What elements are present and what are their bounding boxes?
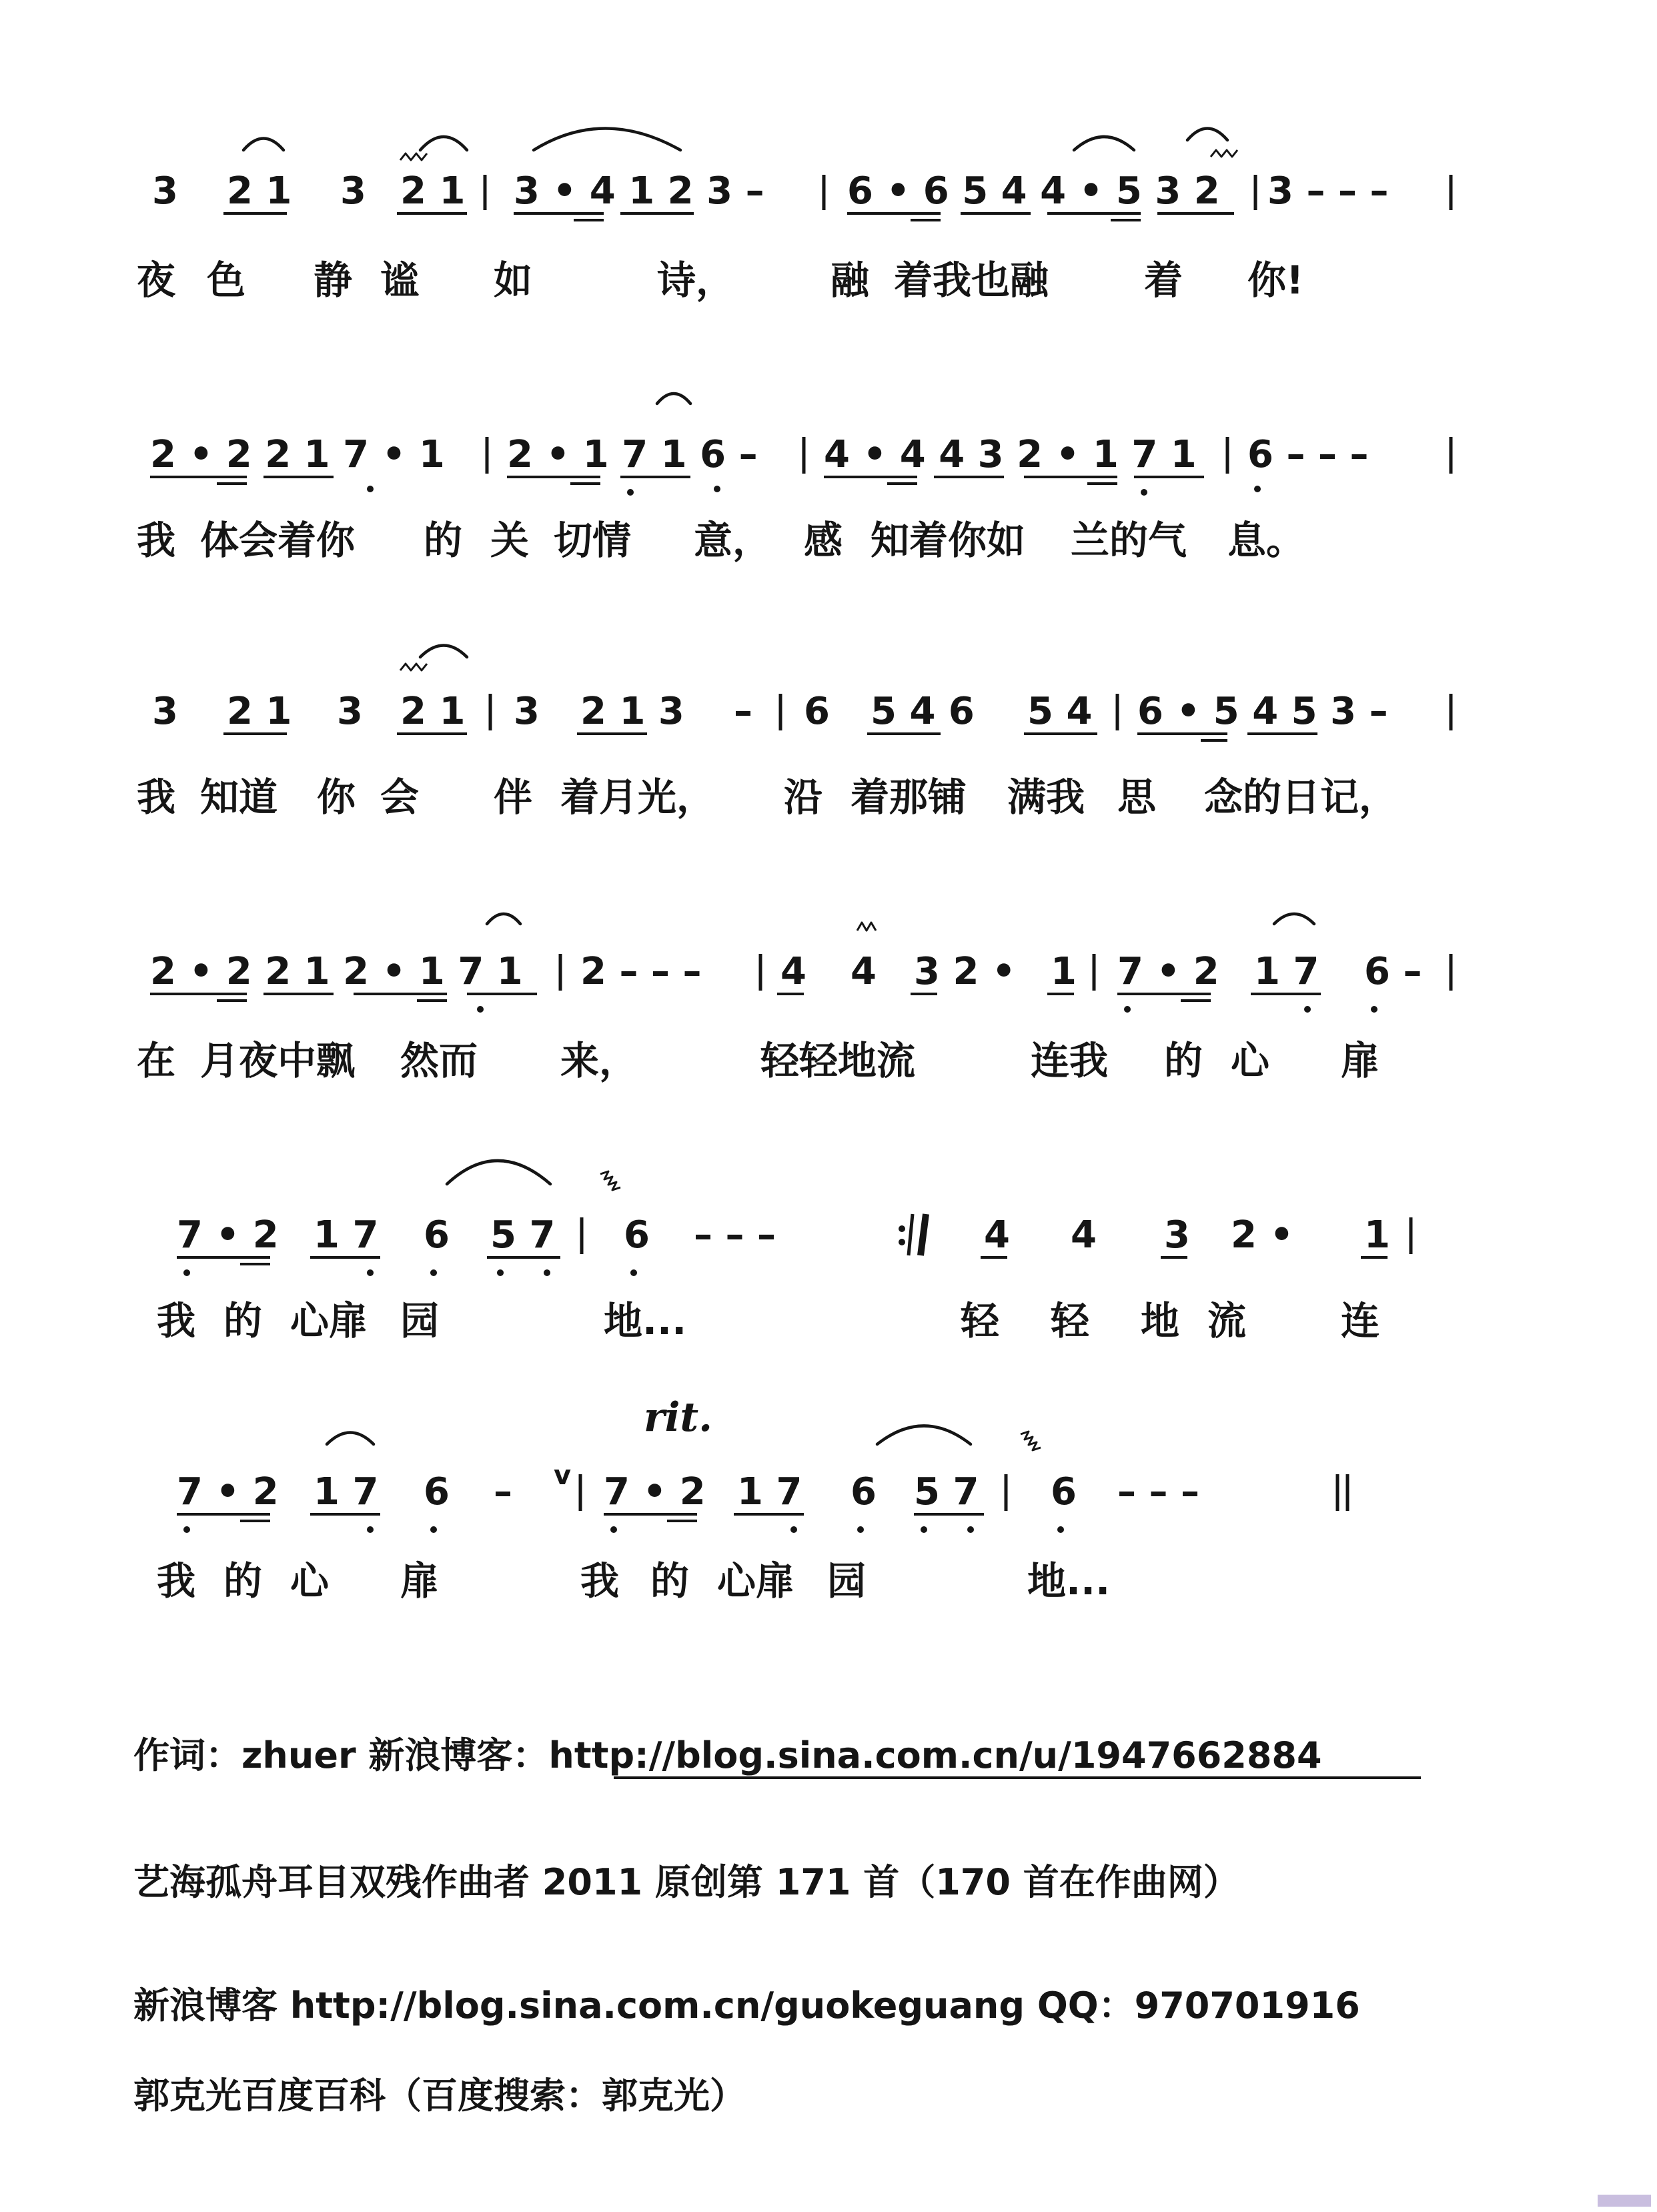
lyric: 心 bbox=[290, 1558, 330, 1604]
breath-mark-icon bbox=[600, 1171, 620, 1190]
slur bbox=[327, 1433, 374, 1445]
slurs bbox=[243, 129, 1227, 151]
lyric: 满我 bbox=[1007, 774, 1085, 820]
notation-line-1 bbox=[152, 169, 1388, 213]
lyric: 融 bbox=[831, 257, 870, 303]
lyric: 我 bbox=[157, 1558, 196, 1604]
note-group: 6 • 6 5 4 4 • 5 3 2 bbox=[847, 169, 1220, 213]
baike-credit: 郭克光百度百科（百度搜索：郭克光） bbox=[133, 2075, 746, 2117]
underlines bbox=[150, 477, 1204, 484]
lyric: 着 bbox=[1144, 257, 1183, 303]
note-group: 6 bbox=[1051, 1470, 1077, 1514]
lyric: 心 bbox=[1231, 1038, 1270, 1083]
note-group: 1 7 bbox=[314, 1213, 379, 1257]
lyric: 的 bbox=[650, 1558, 690, 1604]
lyric: 连 bbox=[1341, 1298, 1380, 1343]
slur bbox=[447, 1161, 550, 1184]
lyric: 心扉 bbox=[717, 1558, 795, 1604]
system-3 bbox=[137, 646, 1451, 820]
lyric: 谧 bbox=[380, 257, 420, 303]
mordent-icon bbox=[1211, 150, 1237, 157]
lyric: 我 bbox=[157, 1298, 196, 1343]
note-group: 2 1 bbox=[400, 169, 466, 213]
notation-line-4 bbox=[150, 950, 1422, 993]
lyrics-line-4 bbox=[137, 1038, 1379, 1083]
lyrics-line-6 bbox=[157, 1558, 1110, 1604]
lyric: 地... bbox=[1027, 1558, 1111, 1604]
lyric: 我 bbox=[137, 518, 176, 563]
lyric: 地 bbox=[1141, 1298, 1180, 1343]
lyric: 着月光， bbox=[560, 774, 716, 820]
note-group: 7 • 2 bbox=[177, 1213, 279, 1257]
mordent-icon bbox=[857, 923, 876, 931]
lyric: 轻轻地流 bbox=[760, 1038, 916, 1083]
note-group: 4 bbox=[1071, 1213, 1097, 1257]
lyric: 在 bbox=[137, 1038, 176, 1083]
notation-line-3 bbox=[152, 690, 1388, 733]
note-group: 6 • 5 4 5 3 – bbox=[1137, 690, 1388, 733]
octave-dots bbox=[183, 1269, 637, 1276]
lyric: 诗， bbox=[657, 257, 735, 303]
note-group: 3 bbox=[1164, 1213, 1190, 1257]
system-2 bbox=[137, 394, 1451, 563]
underlines bbox=[177, 1514, 984, 1521]
lyric: 来， bbox=[560, 1038, 638, 1083]
note-group: 4 bbox=[984, 1213, 1010, 1257]
slur bbox=[877, 1426, 971, 1445]
lyric: 轻 bbox=[961, 1298, 1000, 1343]
note-group: 4 bbox=[780, 950, 806, 993]
mordent-icon bbox=[400, 153, 427, 160]
note-group: 2 • 2 2 1 2 • 1 7 1 bbox=[150, 950, 523, 993]
lyric: 你 bbox=[317, 774, 356, 820]
system-4 bbox=[137, 914, 1451, 1083]
corner-stamp bbox=[1598, 2195, 1651, 2207]
notation-line-5 bbox=[177, 1213, 1390, 1257]
credits bbox=[133, 1734, 1421, 2117]
note-group: 3 bbox=[337, 690, 363, 733]
lyric: 兰的气 bbox=[1071, 518, 1187, 563]
note-group: 2 1 bbox=[227, 690, 292, 733]
note-group: – bbox=[494, 1470, 512, 1514]
lyric: 连我 bbox=[1031, 1038, 1109, 1083]
note-group: 6 bbox=[424, 1470, 450, 1514]
note-group: 2 – – – bbox=[580, 950, 702, 993]
mordent-icon bbox=[400, 664, 427, 670]
lyric: 沿 bbox=[784, 774, 823, 820]
note-group: 6 – bbox=[1364, 950, 1422, 993]
composer-credit: 艺海孤舟耳目双残作曲者 2011 原创第 171 首（170 首在作曲网） bbox=[133, 1861, 1239, 1903]
lyric: 轻 bbox=[1051, 1298, 1090, 1343]
octave-dots bbox=[183, 1526, 1064, 1533]
underlines bbox=[223, 213, 1234, 220]
lyricist-credit: 作词：zhuer 新浪博客：http://blog.sina.com.cn/u/1947662884 bbox=[133, 1734, 1322, 1776]
lyric: 心扉 bbox=[290, 1298, 368, 1343]
note-group: 2 • 2 2 1 7 • 1 bbox=[150, 433, 445, 476]
note-group: 6 bbox=[851, 1470, 877, 1514]
note-group: 4 bbox=[851, 950, 877, 993]
lyric: 你! bbox=[1247, 257, 1304, 303]
lyric: 然而 bbox=[400, 1038, 478, 1083]
repeat-sign-icon bbox=[899, 1214, 926, 1255]
notation-line-6 bbox=[177, 1470, 1199, 1514]
note-group: 7 • 2 bbox=[177, 1470, 279, 1514]
lyric: 静 bbox=[314, 257, 353, 303]
lyric: 思 bbox=[1117, 774, 1157, 820]
lyric: 的 bbox=[1164, 1038, 1203, 1083]
lyric: 夜 bbox=[137, 257, 176, 303]
note-group: 1 7 bbox=[737, 1470, 802, 1514]
lyric: 体会着你 bbox=[200, 518, 356, 563]
system-5 bbox=[157, 1161, 1411, 1343]
lyric: 扉 bbox=[400, 1558, 440, 1604]
underlines bbox=[177, 1257, 1388, 1264]
note-group: 2 1 3 bbox=[580, 690, 684, 733]
note-group: – – – bbox=[1117, 1470, 1199, 1514]
breath-mark-icon: v bbox=[554, 1460, 572, 1491]
note-group: 2 • bbox=[1231, 1213, 1294, 1257]
note-group: 5 4 bbox=[1027, 690, 1093, 733]
note-group: 3 • 4 1 2 3 – bbox=[514, 169, 764, 213]
octave-dots bbox=[367, 486, 1261, 496]
lyric: 息。 bbox=[1227, 518, 1305, 563]
note-group: 5 7 bbox=[490, 1213, 556, 1257]
lyrics-line-3 bbox=[137, 774, 1398, 820]
lyrics-line-2 bbox=[137, 518, 1305, 563]
lyric: 意， bbox=[694, 518, 772, 563]
lyric: 感 bbox=[804, 518, 843, 563]
note-group: 2 1 bbox=[400, 690, 466, 733]
note-group: 3 bbox=[152, 690, 178, 733]
note-group: – bbox=[734, 690, 752, 733]
note-group: 1 7 bbox=[1254, 950, 1319, 993]
note-group: 3 bbox=[514, 690, 540, 733]
lyric: 地... bbox=[604, 1298, 687, 1343]
lyric: 知道 bbox=[200, 774, 278, 820]
underlines bbox=[223, 734, 1317, 740]
note-group: 3 bbox=[152, 169, 178, 213]
lyric: 会 bbox=[380, 774, 420, 820]
lyrics-line-1 bbox=[137, 257, 1303, 303]
system-6 bbox=[157, 1394, 1347, 1604]
note-group: 5 4 6 bbox=[871, 690, 975, 733]
note-group: 7 • 2 bbox=[1117, 950, 1219, 993]
note-group: 6 bbox=[804, 690, 830, 733]
note-group: 2 • 1 7 1 6 – bbox=[507, 433, 758, 476]
lyric: 的 bbox=[223, 1298, 263, 1343]
lyric: 伴 bbox=[494, 774, 533, 820]
note-group: 5 7 bbox=[914, 1470, 979, 1514]
note-group: 1 bbox=[1364, 1213, 1390, 1257]
note-group: 1 7 bbox=[314, 1470, 379, 1514]
lyric: 念的日记， bbox=[1204, 774, 1398, 820]
lyric: 扉 bbox=[1341, 1038, 1380, 1083]
note-group: 2 1 bbox=[227, 169, 292, 213]
note-group: 4 • 4 4 3 2 • 1 7 1 bbox=[824, 433, 1197, 476]
breath-mark-icon bbox=[1021, 1432, 1041, 1450]
note-group: 1 bbox=[1051, 950, 1077, 993]
lyric: 园 bbox=[827, 1558, 867, 1604]
note-group: – – – bbox=[694, 1213, 776, 1257]
note-group: 6 bbox=[424, 1213, 450, 1257]
underlines bbox=[150, 994, 1321, 1001]
lyric: 着那铺 bbox=[851, 774, 967, 820]
lyric: 我 bbox=[137, 774, 176, 820]
system-1 bbox=[137, 129, 1451, 304]
blog-credit: 新浪博客 http://blog.sina.com.cn/guokeguang QQ：970701916 bbox=[133, 1985, 1360, 2027]
slur bbox=[487, 914, 520, 924]
note-group: 3 – – – bbox=[1267, 169, 1389, 213]
lyric: 关 bbox=[490, 518, 530, 563]
lyric: 月夜中飘 bbox=[200, 1038, 356, 1083]
lyric: 知着你如 bbox=[871, 518, 1026, 563]
lyric: 色 bbox=[207, 257, 246, 303]
lyric: 着我也融 bbox=[894, 257, 1049, 303]
notation-line-2 bbox=[150, 433, 1368, 476]
slur bbox=[657, 394, 690, 404]
lyric: 切情 bbox=[554, 518, 632, 563]
note-group: 6 – – – bbox=[1247, 433, 1369, 476]
note-group: 7 • 2 bbox=[604, 1470, 706, 1514]
final-barline bbox=[1337, 1474, 1347, 1511]
slur bbox=[1274, 914, 1314, 924]
lyric: 流 bbox=[1207, 1298, 1247, 1343]
note-group: 3 bbox=[340, 169, 366, 213]
lyric: 园 bbox=[400, 1298, 440, 1343]
note-group: 6 bbox=[624, 1213, 650, 1257]
lyric: 的 bbox=[424, 518, 463, 563]
lyric: 的 bbox=[223, 1558, 263, 1604]
lyric: 我 bbox=[580, 1558, 620, 1604]
slur bbox=[420, 646, 467, 658]
lyric: 如 bbox=[494, 257, 533, 303]
lyrics-line-5 bbox=[157, 1298, 1379, 1343]
octave-dots bbox=[477, 1006, 1377, 1013]
note-group: 3 2 • bbox=[914, 950, 1016, 993]
tempo-mark: rit. bbox=[644, 1394, 713, 1441]
